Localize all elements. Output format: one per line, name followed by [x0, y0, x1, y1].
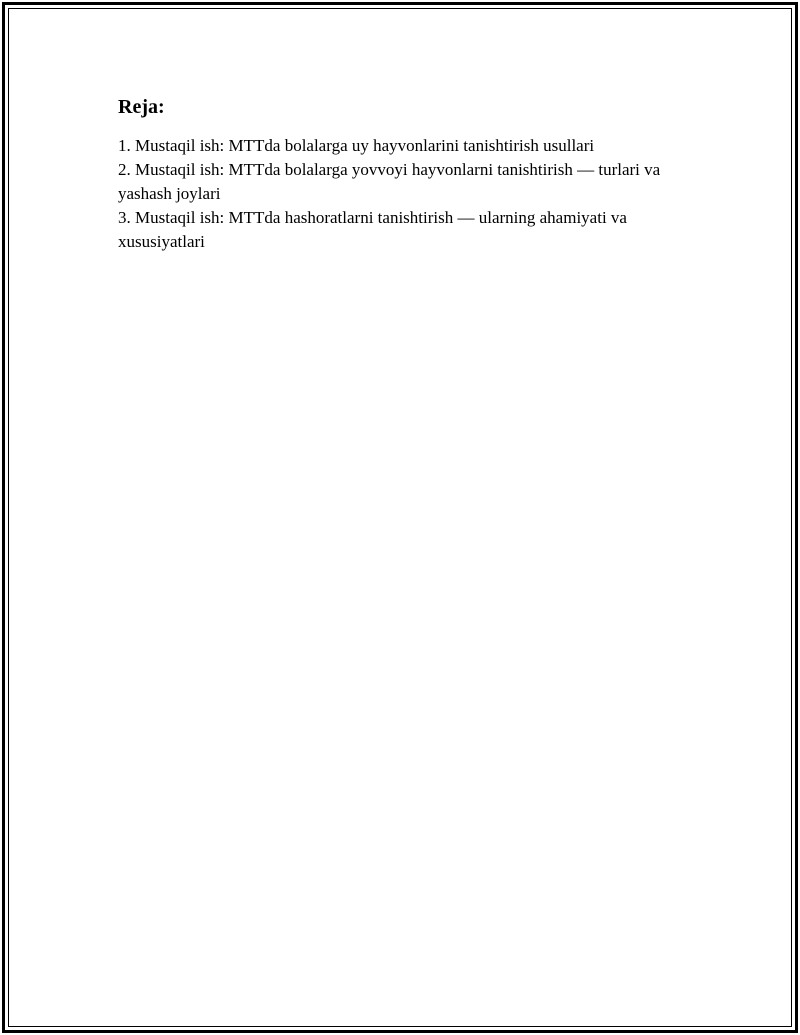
- plan-item-1: 1. Mustaqil ish: MTTda bolalarga uy hayvonlarini tanishtirish usullari: [118, 136, 595, 155]
- plan-list: [118, 134, 688, 254]
- plan-item-3: 3. Mustaqil ish: MTTda hashoratlarni tanishtirish — ularning ahamiyati va xususiyatlari: [118, 208, 627, 251]
- plan-item-2: 2. Mustaqil ish: MTTda bolalarga yovvoyi hayvonlarni tanishtirish — turlari va yashash joylari: [118, 160, 661, 203]
- plan-heading: Reja:: [118, 96, 165, 118]
- document-body: [118, 94, 688, 254]
